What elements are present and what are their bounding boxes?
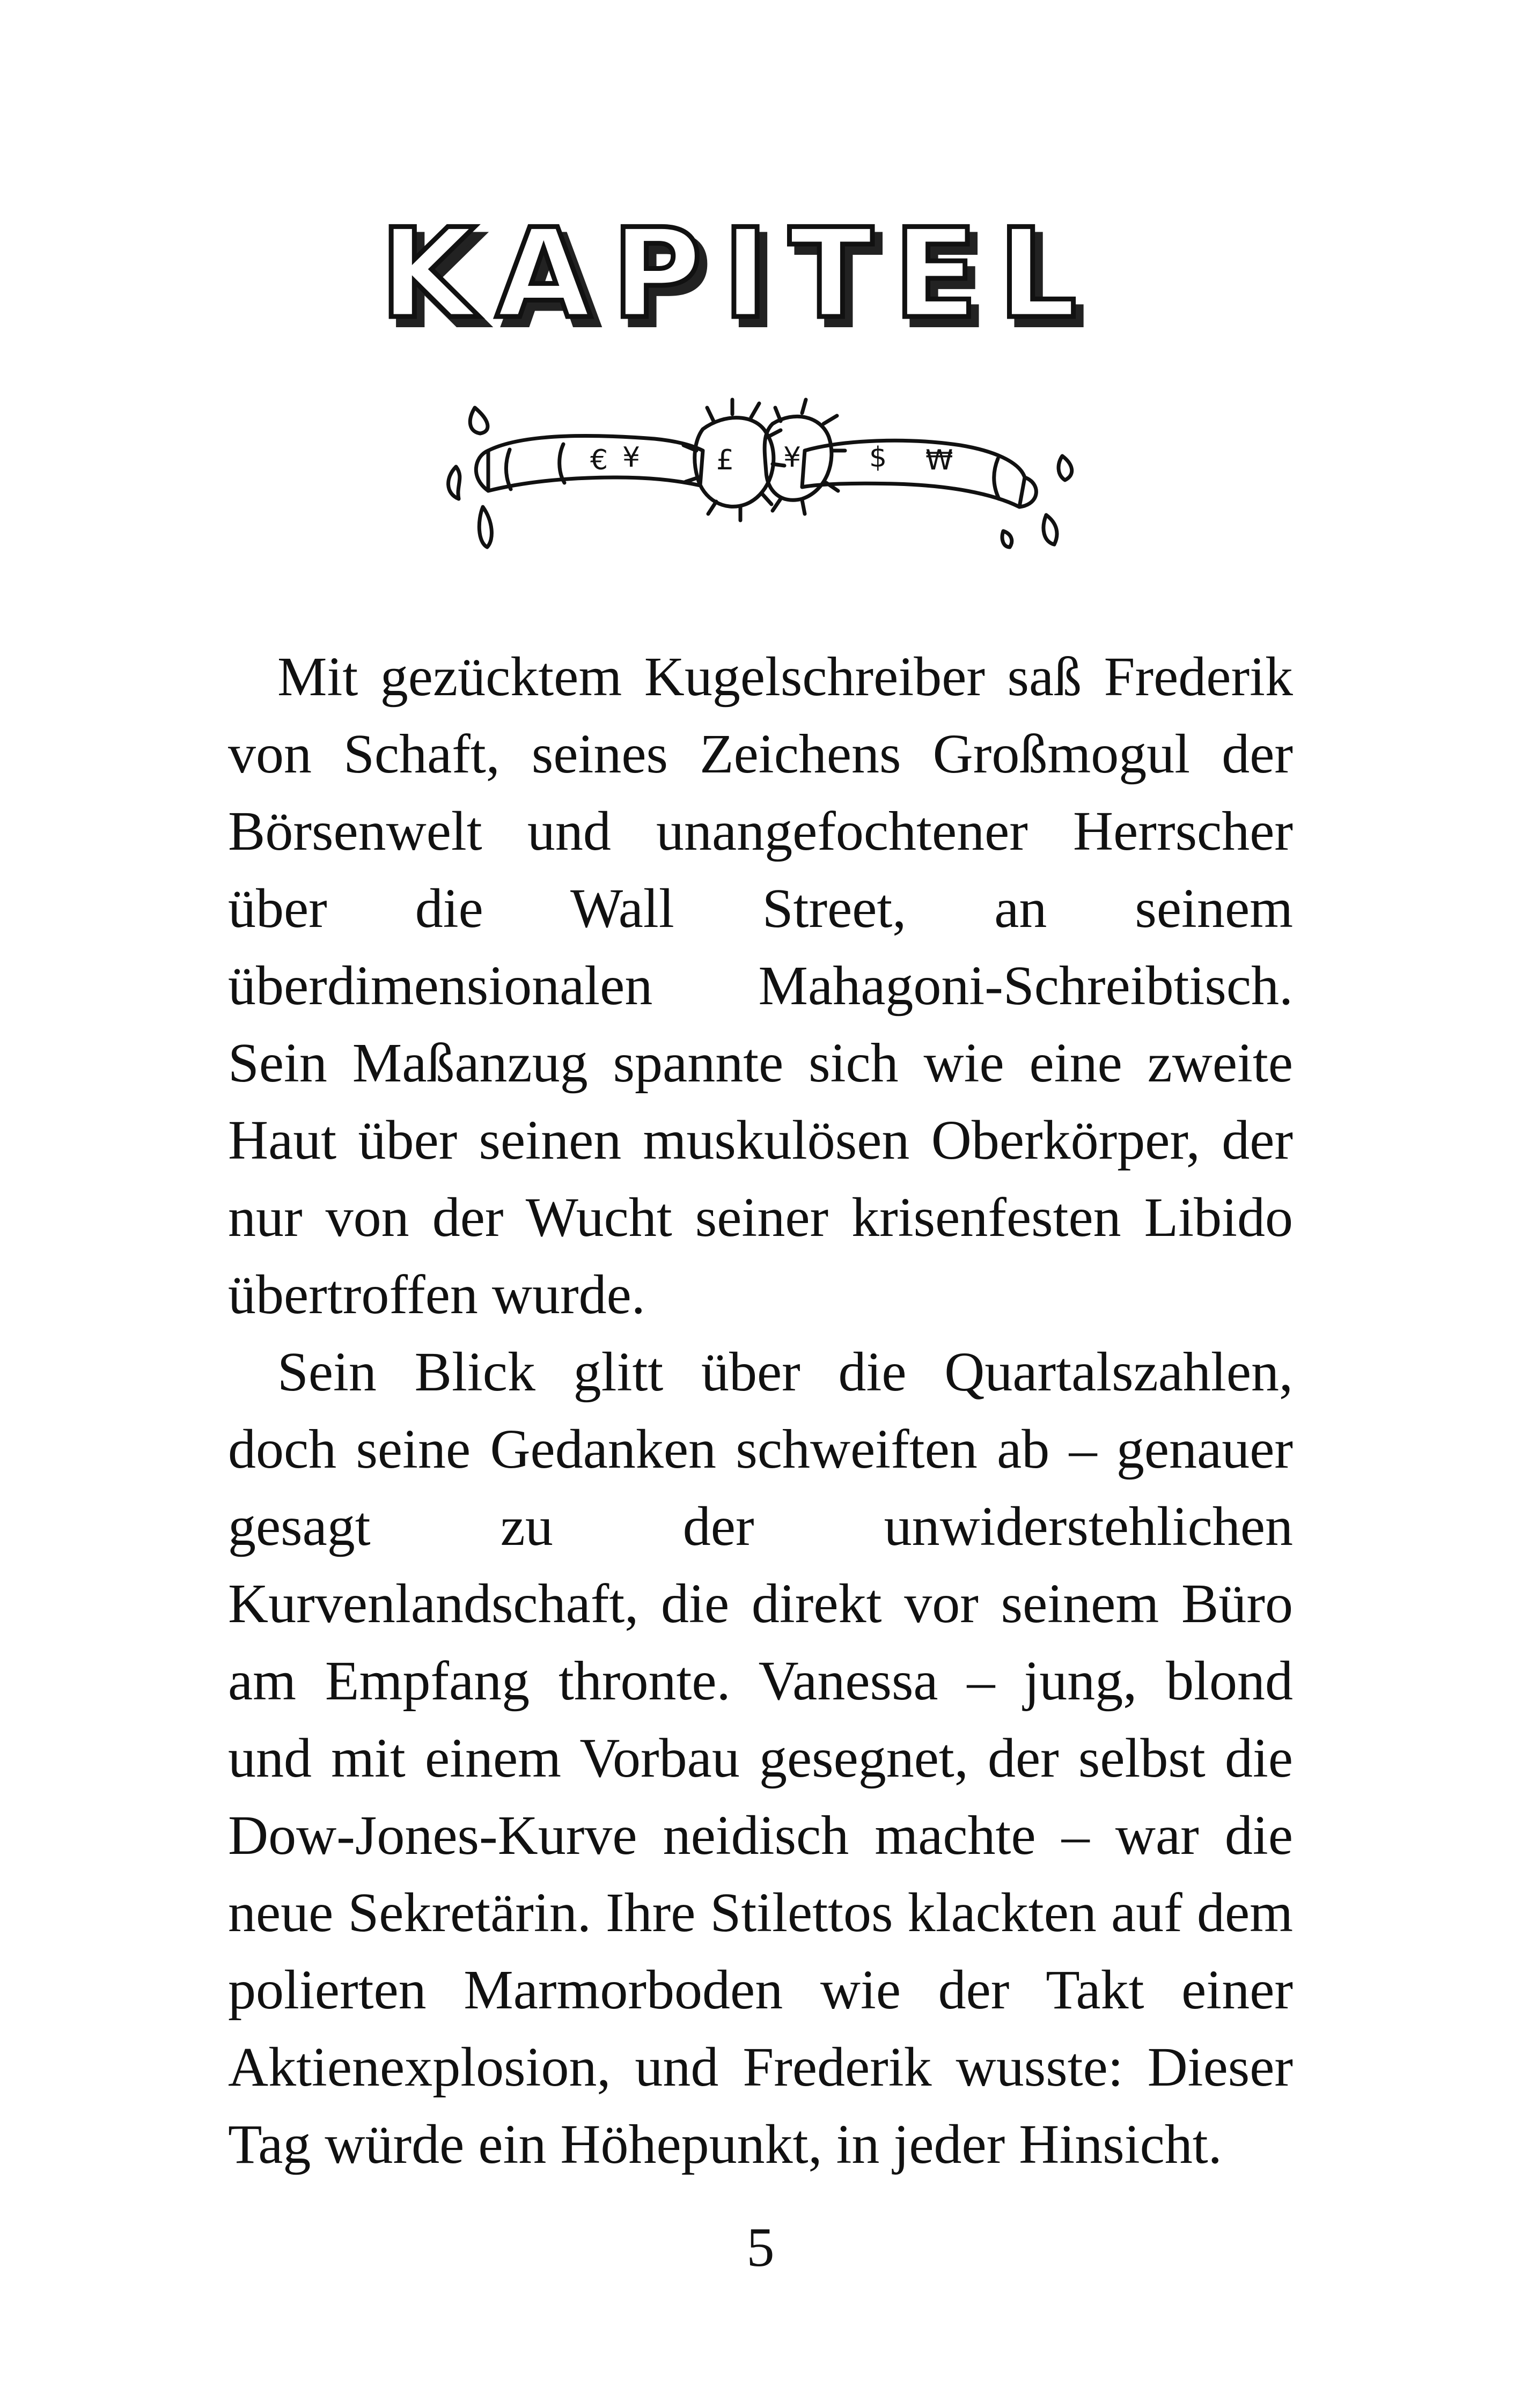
pound-symbol: £ [716, 444, 734, 476]
euro-symbol: € [590, 444, 608, 476]
chapter-body [228, 638, 1293, 2183]
yen-symbol: ¥ [622, 441, 641, 474]
chapter-ornament-illustration [424, 370, 1094, 563]
paragraph: Sein Blick glitt über die Quartalszahlen, doch seine Gedanken schweiften ab – genauer gesagt zu der unwiderstehlichen Kurvenlandschaft, die direkt vor seinem Büro am Empfang thronte. Vanessa – jung, blond und mit einem Vorbau gesegnet, der selbst die Dow-Jones-Kurve neidisch machte – war die neue Sekretärin. Ihre Stilettos klackten auf dem polierten Marmorboden wie der Takt einer Aktienexplosion, und Frederik wusste: Dieser Tag würde ein Höhepunkt, in jeder Hinsicht. [228, 1341, 1293, 2175]
paragraph: Mit gezücktem Kugelschreiber saß Frederik von Schaft, seines Zeichens Großmogul der Börsenwelt und unangefochtener Herrscher über die Wall Street, an seinem überdimensionalen Mahagoni-Schreibtisch. Sein Maßanzug spannte sich wie eine zweite Haut über seinen muskulösen Oberkörper, der nur von der Wucht seiner krisenfesten Libido übertroffen wurde. [228, 646, 1293, 1325]
dollar-symbol: $ [869, 441, 887, 474]
yen-symbol-2: ¥ [783, 441, 802, 474]
chapter-heading-text: KAPITEL [380, 204, 1097, 346]
chapter-heading-shadow: KAPITEL [387, 211, 1105, 349]
chapter-heading [376, 204, 1153, 349]
won-symbol: ₩ [925, 444, 953, 476]
page-number: 5 [746, 2216, 775, 2278]
